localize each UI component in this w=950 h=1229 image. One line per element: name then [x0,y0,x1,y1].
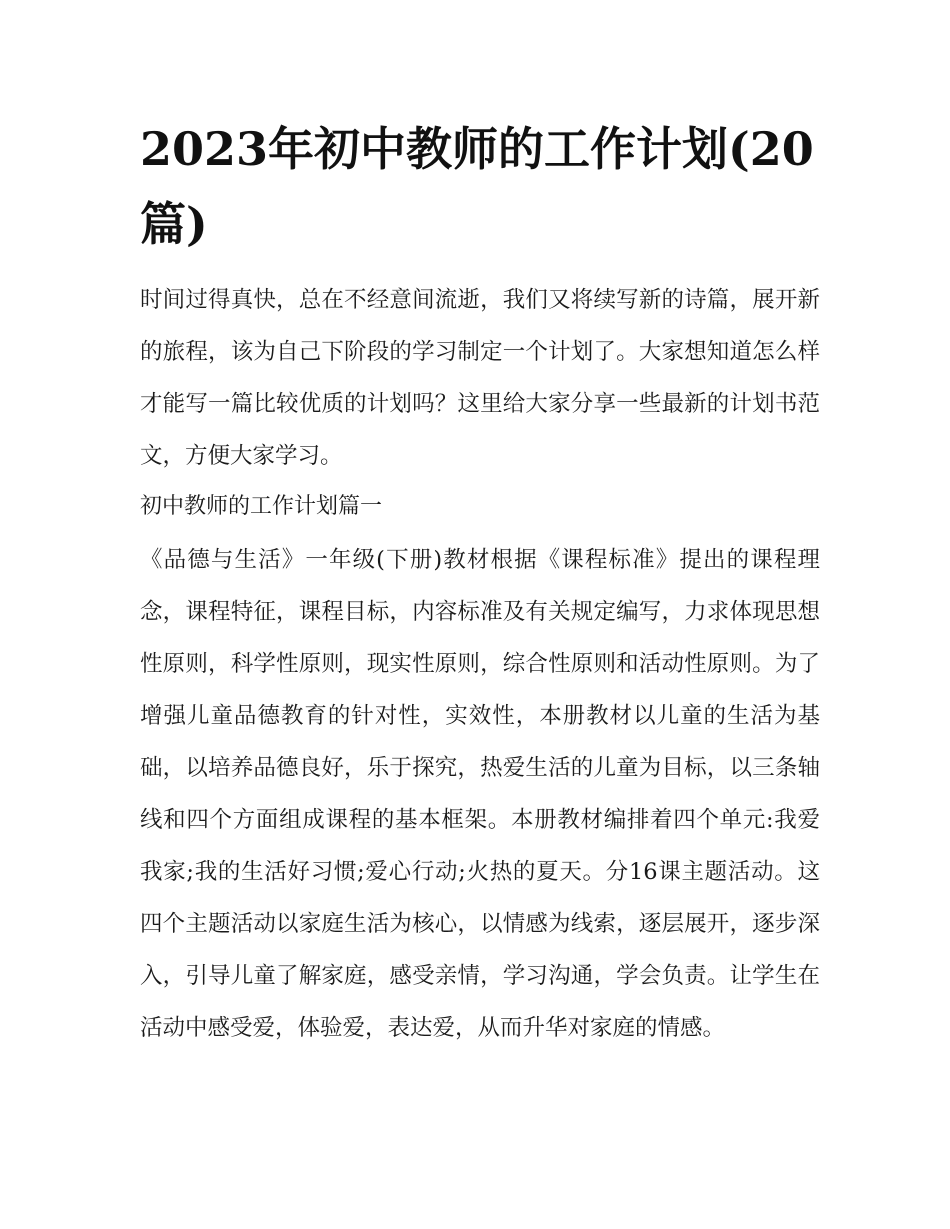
document-title: 2023年初中教师的工作计划(20篇) [140,122,814,251]
document-content [140,112,820,1054]
body-paragraph: 《品德与生活》一年级(下册)教材根据《课程标准》提出的课程理念，课程特征，课程目标，内容标准及有关规定编写，力求体现思想性原则，科学性原则，现实性原则，综合性原则和活动性原则。为了增强儿童品德教育的针对性，实效性，本册教材以儿童的生活为基础，以培养品德良好，乐于探究，热爱生活的儿童为目标，以三条轴线和四个方面组成课程的基本框架。本册教材编排着四个单元:我爱我家;我的生活好习惯;爱心行动;火热的夏天。分16课主题活动。这四个主题活动以家庭生活为核心，以情感为线索，逐层展开，逐步深入，引导儿童了解家庭，感受亲情，学习沟通，学会负责。让学生在活动中感受爱，体验爱，表达爱，从而升华对家庭的情感。 [140,547,820,1041]
intro-paragraph: 时间过得真快，总在不经意间流逝，我们又将续写新的诗篇，展开新的旅程，该为自己下阶段的学习制定一个计划了。大家想知道怎么样才能写一篇比较优质的计划吗？这里给大家分享一些最新的计划书范文，方便大家学习。 [140,287,820,469]
section-heading: 初中教师的工作计划篇一 [140,494,383,519]
